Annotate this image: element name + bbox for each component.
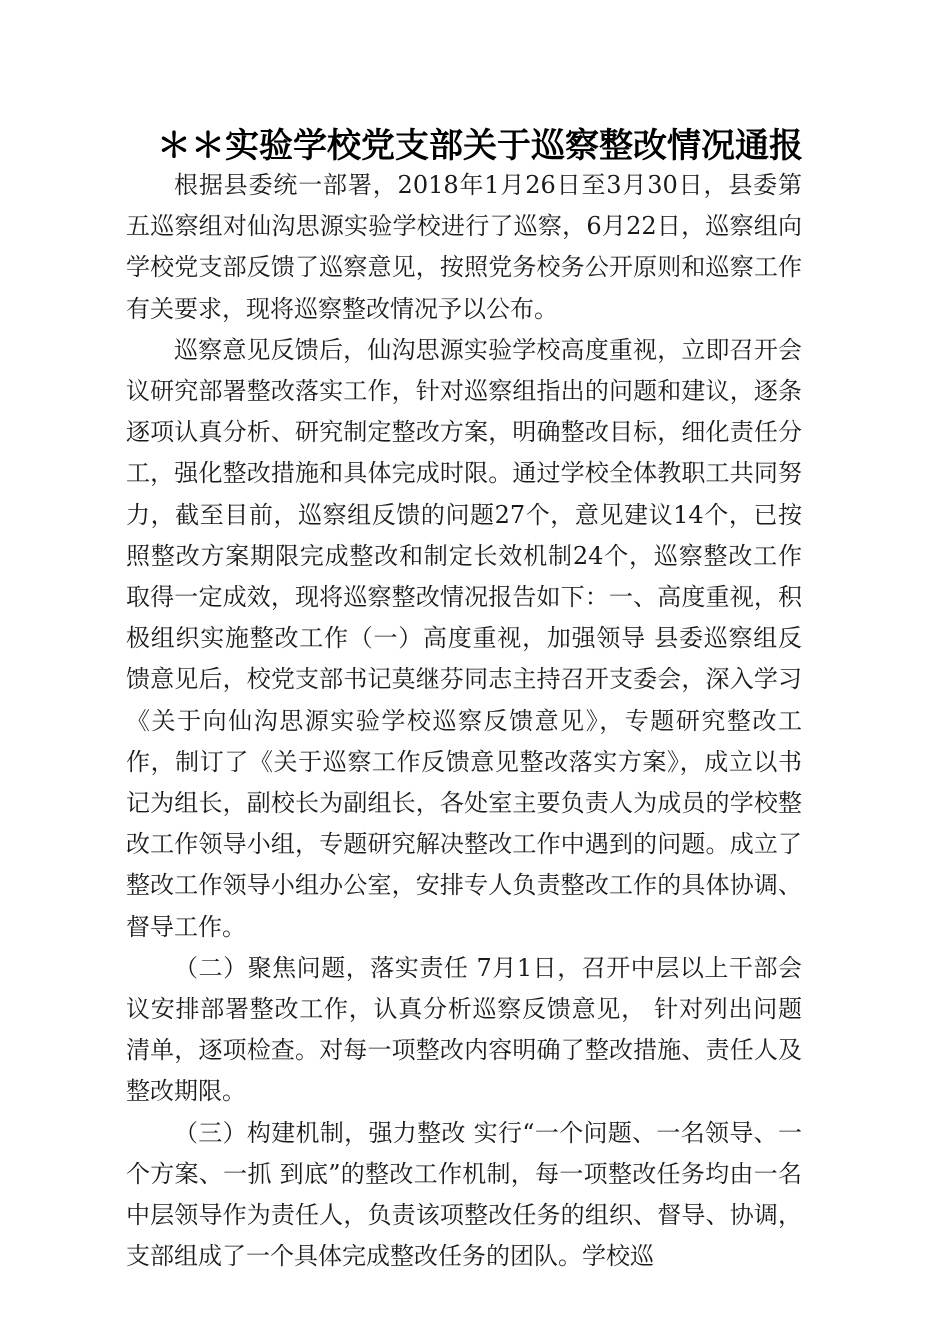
paragraph-3: （二）聚焦问题，落实责任 7月1日，召开中层以上干部会议安排部署整改工作，认真分析巡察反馈意见， 针对列出问题清单，逐项检查。对每一项整改内容明确了整改措施、责任人及整改期限。 [126, 953, 802, 1106]
paragraph-4: （三）构建机制，强力整改 实行“一个问题、一名领导、一个方案、一抓 到底”的整改工作机制，每一项整改任务均由一名中层领导作为责任人，负责该项整改任务的组织、督导、协调，支部组成了一个具体完成整改任务的团队。学校巡 [126, 1118, 802, 1271]
document-body [126, 165, 802, 1277]
paragraph-1: 根据县委统一部署，2018年1月26日至3月30日，县委第五巡察组对仙沟思源实验学校进行了巡察，6月22日，巡察组向学校党支部反馈了巡察意见，按照党务校务公开原则和巡察工作有关要求，现将巡察整改情况予以公布。 [126, 171, 802, 323]
paragraph-2: 巡察意见反馈后，仙沟思源实验学校高度重视，立即召开会议研究部署整改落实工作，针对巡察组指出的问题和建议，逐条逐项认真分析、研究制定整改方案，明确整改目标，细化责任分工，强化整改措施和具体完成时限。通过学校全体教职工共同努力，截至目前，巡察组反馈的问题27个，意见建议14个，已按照整改方案期限完成整改和制定长效机制24个，巡察整改工作取得一定成效，现将巡察整改情况报告如下：一、高度重视，积极组织实施整改工作（一）高度重视，加强领导 县委巡察组反馈意见后，校党支部书记莫继芬同志主持召开支委会，深入学习《关于向仙沟思源实验学校巡察反馈意见》，专题研究整改工作，制订了《关于巡察工作反馈意见整改落实方案》，成立以书记为组长，副校长为副组长，各处室主要负责人为成员的学校整改工作领导小组，专题研究解决整改工作中遇到的问题。成立了整改工作领导小组办公室，安排专人负责整改工作的具体协调、督导工作。 [126, 335, 802, 941]
document-title: ＊＊实验学校党支部关于巡察整改情况通报 [157, 126, 803, 166]
